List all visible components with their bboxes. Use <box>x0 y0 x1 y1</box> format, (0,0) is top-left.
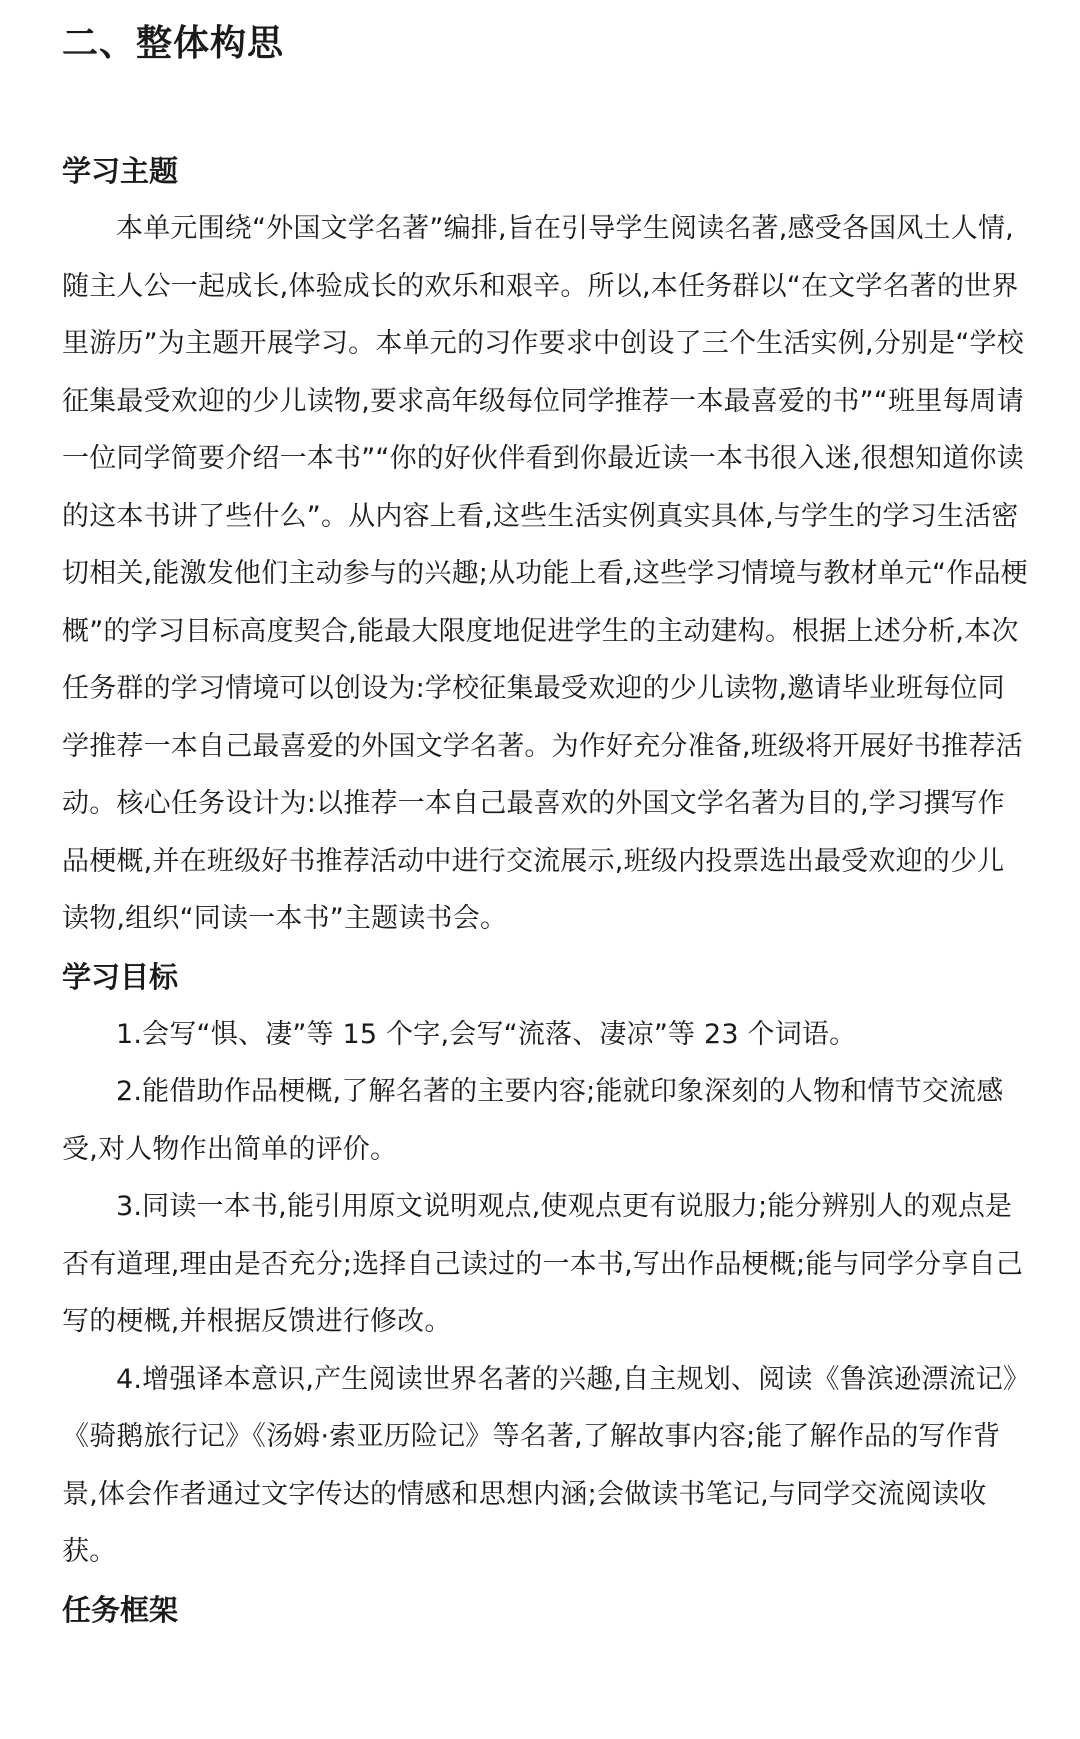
section-heading-task-framework: 任务框架 <box>62 1592 179 1627</box>
section-heading-learning-goals: 学习目标 <box>62 959 179 994</box>
learning-goal-item: 3.同读一本书,能引用原文说明观点,使观点更有说服力;能分辨别人的观点是否有道理,理由是否充分;选择自己读过的一本书,写出作品梗概;能与同学分享自己写的梗概,并根据反馈进行修改。 <box>62 1191 1023 1337</box>
learning-goal-item: 2.能借助作品梗概,了解名著的主要内容;能就印象深刻的人物和情节交流感受,对人物作出简单的评价。 <box>62 1076 1004 1165</box>
learning-theme-paragraph: 本单元围绕“外国文学名著”编排,旨在引导学生阅读名著,感受各国风土人情,随主人公一起成长,体验成长的欢乐和艰辛。所以,本任务群以“在文学名著的世界里游历”为主题开展学习。本单元的习作要求中创设了三个生活实例,分别是“学校征集最受欢迎的少儿读物,要求高年级每位同学推荐一本最喜爱的书”“班里每周请一位同学简要介绍一本书”“你的好伙伴看到你最近读一本书很入迷,很想知道你读的这本书讲了些什么”。从内容上看,这些生活实例真实具体,与学生的学习生活密切相关,能激发他们主动参与的兴趣;从功能上看,这些学习情境与教材单元“作品梗概”的学习目标高度契合,能最大限度地促进学生的主动建构。根据上述分析,本次任务群的学习情境可以创设为:学校征集最受欢迎的少儿读物,邀请毕业班每位同学推荐一本自己最喜爱的外国文学名著。为作好充分准备,班级将开展好书推荐活动。核心任务设计为:以推荐一本自己最喜欢的外国文学名著为目的,学习撰写作品梗概,并在班级好书推荐活动中进行交流展示,班级内投票选出最受欢迎的少儿读物,组织“同读一本书”主题读书会。 <box>62 213 1028 934</box>
learning-goal-item: 4.增强译本意识,产生阅读世界名著的兴趣,自主规划、阅读《鲁滨逊漂流记》《骑鹅旅行记》《汤姆·索亚历险记》等名著,了解故事内容;能了解作品的写作背景,体会作者通过文字传达的情感和思想内涵;会做读书笔记,与同学交流阅读收获。 <box>62 1363 1017 1567</box>
learning-goal-item: 1.会写“惧、凄”等 15 个字,会写“流落、凄凉”等 23 个词语。 <box>116 1018 857 1050</box>
learning-goals-list <box>62 1006 1030 1581</box>
document-title: 二、整体构思 <box>62 23 285 64</box>
section-heading-learning-theme: 学习主题 <box>62 154 179 188</box>
